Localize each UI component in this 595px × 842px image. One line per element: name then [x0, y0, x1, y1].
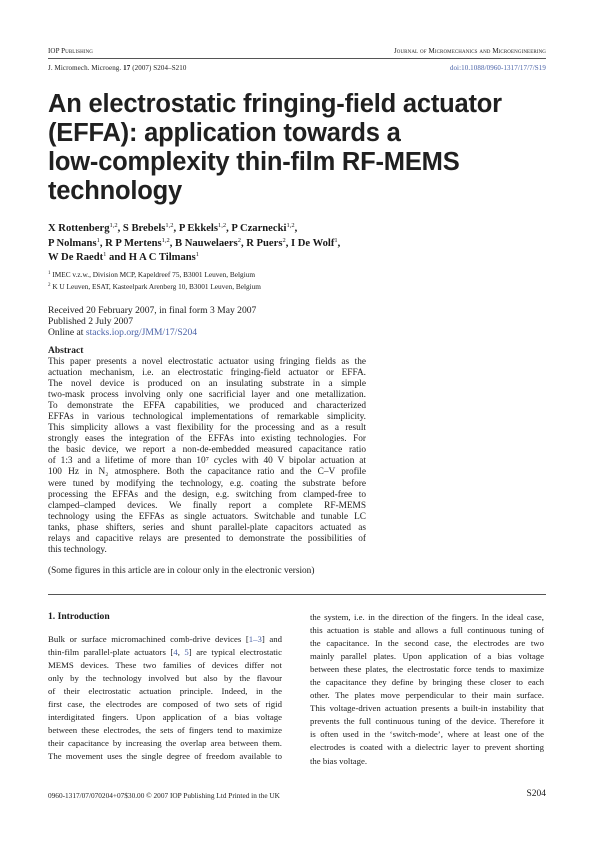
- author-name: S Brebels: [122, 223, 166, 234]
- author-affiliation-marker: 1: [195, 251, 200, 258]
- body-line: interdigitated fingers. Upon application of a bias voltage: [48, 712, 282, 723]
- body-line: the system, i.e. in the direction of the fingers. In the ideal case,: [310, 612, 544, 622]
- body-line: prevents the full continuous tuning of the device. Therefore it: [310, 716, 544, 727]
- affiliation-marker: 1: [48, 271, 51, 276]
- header-rule: [48, 58, 546, 59]
- paper-title: [48, 90, 548, 206]
- author-affiliation-marker: 1,2: [165, 222, 174, 229]
- abstract-line: this technology.: [48, 544, 107, 555]
- author-affiliation-marker: 1,2: [109, 222, 118, 229]
- abstract-line: 100 Hz in N₂ atmosphere. Both the capacitance ratio and the C–V profile: [48, 467, 366, 478]
- author-name: P Czarnecki: [231, 223, 287, 234]
- author-name: W De Raedt: [48, 252, 104, 263]
- abstract-line: processing the EFFAs and the design, e.g. switching from clamped-free to: [48, 489, 366, 500]
- author-separator: ,: [240, 237, 247, 249]
- footer-copyright: 0960-1317/07/070204+07$30.00 © 2007 IOP Publishing Ltd Printed in the UK: [48, 791, 280, 800]
- body-column-left: [48, 633, 282, 763]
- body-line: the capacitance. In the second case, the electrodes are two: [310, 638, 544, 649]
- author-affiliation-marker: 1,2: [286, 222, 295, 229]
- abstract-line: relays and capacitive relays are presented to demonstrate the possibilities of: [48, 533, 366, 544]
- author-name: X Rottenberg: [48, 223, 110, 234]
- abstract-line: actuation mechanism, i.e. an electrostatic fringing-field actuator or EFFA.: [48, 368, 366, 379]
- body-line: thin-film parallel-plate actuators [4, 5] are typical electrostatic: [48, 647, 282, 658]
- body-line: The movement uses the single degree of freedom available to: [48, 751, 282, 762]
- author-separator: ,: [169, 237, 176, 249]
- title-line: (EFFA): application towards a: [48, 119, 401, 147]
- author-separator: ,: [294, 223, 298, 234]
- section-rule: [48, 594, 546, 595]
- author-list: [48, 222, 378, 266]
- author-affiliation-marker: 1: [103, 251, 107, 258]
- citation-journal: J. Micromech. Microeng.: [48, 64, 122, 72]
- page-number: S204: [526, 789, 546, 799]
- online-line: [48, 327, 256, 338]
- citation-pages: (2007) S204–S210: [132, 64, 187, 72]
- author-separator: and: [106, 252, 129, 263]
- affiliation-2: [48, 282, 261, 292]
- reference-link[interactable]: 5: [184, 647, 189, 658]
- body-line: their capacitance by increasing the overlap area between them.: [48, 738, 282, 749]
- author-separator: ,: [337, 237, 341, 249]
- author-name: P Ekkels: [178, 223, 218, 234]
- abstract-line: the basic device, we report a non-de-embedded measured capacitance ratio: [48, 445, 366, 456]
- citation-line: [48, 64, 187, 72]
- author-separator: ,: [285, 237, 291, 249]
- body-line: only by the technology involved but also by the flavour: [48, 673, 282, 684]
- author-affiliation-marker: 1: [334, 236, 338, 244]
- online-label: Online at: [48, 327, 86, 339]
- body-line: mainly parallel plates. Upon application of a bias voltage: [310, 651, 544, 662]
- reference-link[interactable]: 1–3: [248, 634, 262, 644]
- author-name: R P Mertens: [105, 237, 162, 249]
- author-affiliation-marker: 1,2: [217, 222, 227, 229]
- abstract-line: of 1:3 and a lifetime of more than 10⁷ cycles with 40 V bipolar actuation at: [48, 456, 366, 467]
- body-line: first case, the electrodes are composed of two sets of rigid: [48, 699, 282, 710]
- title-line: An electrostatic fringing-field actuator: [48, 90, 502, 118]
- author-name: R Puers: [246, 237, 283, 249]
- abstract-line: were tuned by modifying the technology, e.g. coating the substrate before: [48, 478, 366, 489]
- abstract-line: strongly eases the integration of the EFFAs into existing technologies. For: [48, 434, 366, 445]
- abstract-line: EFFAs in various technological implementations of remarkable simplicity.: [48, 412, 366, 423]
- author-name: P Nolmans: [48, 237, 97, 249]
- author-affiliation-marker: 2: [282, 236, 286, 244]
- author-separator: ,: [173, 223, 179, 234]
- body-line: This voltage-driven actuation presents a built-in instability that: [310, 703, 544, 714]
- abstract-line: clamped–clamped devices. We finally report a complete RF-MEMS: [48, 500, 366, 511]
- reference-link[interactable]: 4: [173, 647, 178, 658]
- received-date: Received 20 February 2007, in final form 3 May 2007: [48, 305, 257, 316]
- colour-note: (Some figures in this article are in colour only in the electronic version): [48, 566, 315, 576]
- publication-dates: [48, 305, 256, 339]
- citation-volume: 17: [123, 64, 131, 72]
- journal-name: Journal of Micromechanics and Microengineering: [393, 47, 546, 55]
- body-line: electrodes is coated with a dielectric layer to prevent shorting: [310, 742, 544, 753]
- author-name: I De Wolf: [291, 237, 335, 249]
- section-heading: 1. Introduction: [48, 611, 110, 622]
- publisher-label: IOP Publishing: [48, 47, 94, 55]
- author-name: H A C Tilmans: [128, 252, 196, 263]
- body-line: the capacitance they define by bringing these closer to each: [310, 677, 544, 688]
- author-separator: ,: [226, 223, 232, 234]
- abstract-line: This simplicity allows a vast flexibility for the processing and as a result: [48, 423, 366, 434]
- body-line: this actuation is stable and allows a full continuous tuning of: [310, 625, 544, 636]
- body-column-right: [310, 611, 544, 768]
- abstract-line: technology using the EFFAs as single actuators. Switchable and tunable LC: [48, 511, 366, 522]
- author-affiliation-marker: 1,2: [161, 236, 170, 244]
- body-line: between these electrodes, the sets of fingers tend to maximize: [48, 725, 282, 736]
- abstract-heading: Abstract: [48, 346, 84, 356]
- affiliation-text: IMEC v.z.w., Division MCP, Kapeldreef 75, B3001 Leuven, Belgium: [52, 270, 256, 279]
- abstract-line: two-mask process involving only one sacrificial layer and one metallization.: [48, 390, 366, 401]
- author-separator: ,: [117, 223, 123, 234]
- doi-link[interactable]: doi:10.1088/0960-1317/17/7/S19: [449, 64, 546, 72]
- body-line: other. The plates move perpendicular to their main surface.: [310, 690, 544, 701]
- body-line: is often used in the ‘switch-mode’, where at least one of the: [310, 729, 544, 740]
- abstract-line: tanks, phase shifters, series and shunt parallel-plate capacitors actuated as: [48, 522, 366, 533]
- author-affiliation-marker: 1: [96, 236, 100, 244]
- title-line: technology: [48, 177, 183, 205]
- body-line: MEMS devices. These two families of devices differ not: [48, 660, 282, 671]
- published-date: Published 2 July 2007: [48, 316, 134, 328]
- author-separator: ,: [99, 237, 106, 249]
- author-affiliation-marker: 2: [237, 236, 241, 244]
- affiliation-1: [48, 270, 255, 280]
- online-link[interactable]: stacks.iop.org/JMM/17/S204: [85, 327, 198, 339]
- abstract-line: To demonstrate the EFFA capabilities, we produced and characterized: [48, 401, 366, 412]
- body-line: between these plates, the electrostatic force tends to maximize: [310, 664, 544, 675]
- body-line: the bias voltage.: [310, 755, 368, 766]
- author-name: B Nauwelaers: [175, 237, 238, 249]
- affiliation-marker: 2: [48, 283, 51, 288]
- abstract-body: [48, 357, 366, 556]
- body-line: Bulk or surface micromachined comb-drive devices [1–3] and: [48, 634, 282, 644]
- abstract-line: The novel device is produced on an insulating substrate in a simple: [48, 379, 366, 390]
- body-line: of their electrostatic actuation principle. Indeed, in the: [48, 686, 282, 697]
- affiliation-text: K U Leuven, ESAT, Kasteelpark Arenberg 10, B3001 Leuven, Belgium: [52, 282, 261, 291]
- title-line: low-complexity thin-film RF-MEMS: [48, 148, 460, 176]
- abstract-line: This paper presents a novel electrostatic actuator using fringing fields as the: [48, 357, 366, 367]
